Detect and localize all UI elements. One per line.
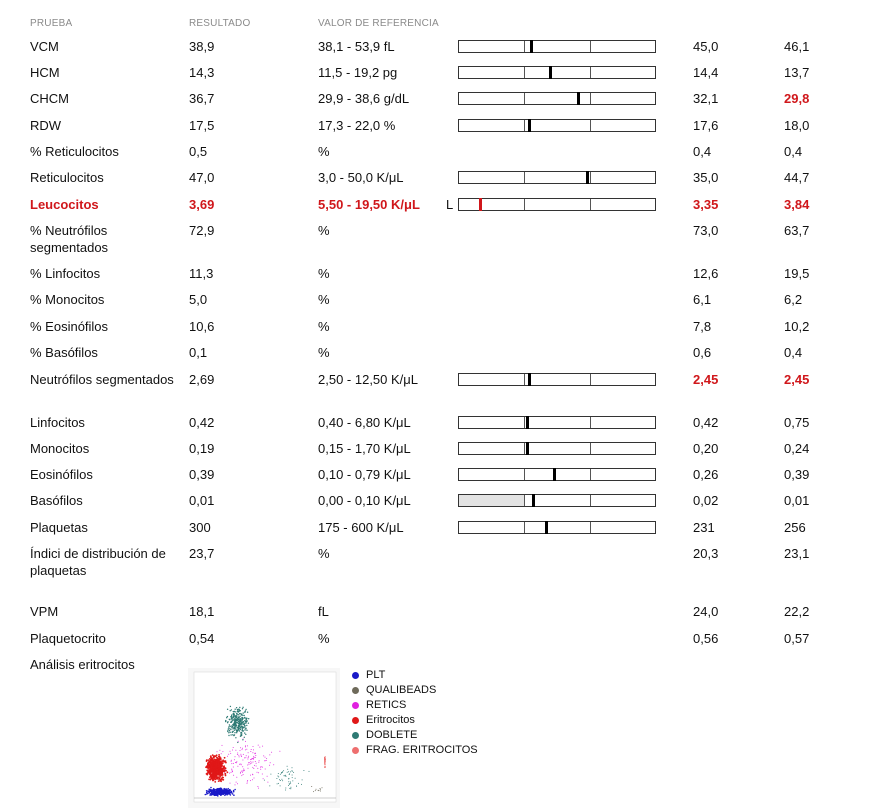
range-bar-divider xyxy=(524,93,525,104)
range-bar-divider xyxy=(524,469,525,480)
range-bar xyxy=(458,119,656,132)
range-bar-divider xyxy=(590,199,591,210)
reference-range: 0,15 - 1,70 K/μL xyxy=(318,441,411,456)
range-bar-marker xyxy=(549,66,552,79)
range-bar-divider xyxy=(590,417,591,428)
range-bar xyxy=(458,442,656,455)
result-value: 5,0 xyxy=(189,292,208,307)
test-name: VCM xyxy=(30,39,59,54)
reference-range: 11,5 - 19,2 pg xyxy=(318,65,398,80)
range-bar-divider xyxy=(524,443,525,454)
reference-range: % xyxy=(318,546,330,561)
range-bar-divider xyxy=(524,495,525,506)
legend-label: PLT xyxy=(366,669,386,681)
range-bar-divider xyxy=(524,522,525,533)
range-bar-divider xyxy=(590,443,591,454)
test-name: Leucocitos xyxy=(30,197,99,212)
reference-range: 2,50 - 12,50 K/μL xyxy=(318,372,419,387)
previous-value-1: 7,8 xyxy=(693,319,712,334)
result-value: 0,39 xyxy=(189,467,215,482)
range-bar-divider xyxy=(590,93,591,104)
previous-value-1: 45,0 xyxy=(693,39,719,54)
header-result: RESULTADO xyxy=(189,18,251,29)
range-bar-marker xyxy=(545,521,548,534)
test-name: % Monocitos xyxy=(30,292,105,307)
range-bar-marker xyxy=(577,92,580,105)
reference-range: 175 - 600 K/μL xyxy=(318,520,404,535)
range-bar-divider xyxy=(590,469,591,480)
reference-range: 5,50 - 19,50 K/μL xyxy=(318,197,420,212)
legend-dot-icon xyxy=(352,702,359,709)
result-value: 300 xyxy=(189,520,211,535)
test-name: % Linfocitos xyxy=(30,266,101,281)
range-bar xyxy=(458,373,656,386)
previous-value-2: 0,4 xyxy=(784,345,803,360)
previous-value-1: 3,35 xyxy=(693,197,719,212)
previous-value-1: 0,4 xyxy=(693,144,712,159)
result-value: 0,42 xyxy=(189,415,215,430)
range-bar-divider xyxy=(524,41,525,52)
reference-range: % xyxy=(318,292,330,307)
range-bar-divider xyxy=(590,67,591,78)
legend-label: DOBLETE xyxy=(366,729,418,741)
result-value: 0,1 xyxy=(189,345,208,360)
previous-value-2: 18,0 xyxy=(784,118,810,133)
legend-dot-icon xyxy=(352,672,359,679)
range-bar xyxy=(458,171,656,184)
reference-range: 29,9 - 38,6 g/dL xyxy=(318,91,410,106)
result-value: 3,69 xyxy=(189,197,215,212)
previous-value-1: 0,42 xyxy=(693,415,719,430)
range-bar-marker xyxy=(526,442,529,455)
result-value: 36,7 xyxy=(189,91,215,106)
legend-item xyxy=(352,698,478,713)
test-name: Eosinófilos xyxy=(30,467,93,482)
previous-value-2: 13,7 xyxy=(784,65,810,80)
test-name: % Reticulocitos xyxy=(30,144,119,159)
test-name: Plaquetas xyxy=(30,520,88,535)
reference-range: fL xyxy=(318,604,329,619)
range-bar-divider xyxy=(590,41,591,52)
result-value: 11,3 xyxy=(189,266,214,281)
result-value: 18,1 xyxy=(189,604,215,619)
range-bar-marker xyxy=(528,373,531,386)
previous-value-1: 24,0 xyxy=(693,604,719,619)
test-name: Basófilos xyxy=(30,493,83,508)
previous-value-1: 2,45 xyxy=(693,372,719,387)
range-bar-divider xyxy=(524,417,525,428)
previous-value-1: 6,1 xyxy=(693,292,712,307)
result-value: 38,9 xyxy=(189,39,215,54)
result-value: 23,7 xyxy=(189,546,215,561)
test-name: Análisis eritrocitos xyxy=(30,657,135,672)
previous-value-2: 29,8 xyxy=(784,91,810,106)
previous-value-1: 20,3 xyxy=(693,546,719,561)
reference-range: % xyxy=(318,223,330,238)
legend-label: QUALIBEADS xyxy=(366,684,437,696)
previous-value-1: 0,02 xyxy=(693,493,719,508)
test-name: HCM xyxy=(30,65,60,80)
result-value: 47,0 xyxy=(189,170,215,185)
test-name: % Basófilos xyxy=(30,345,98,360)
legend-item xyxy=(352,668,478,683)
range-bar xyxy=(458,66,656,79)
range-bar-divider xyxy=(590,522,591,533)
erythrocyte-scatter-plot xyxy=(188,668,340,808)
range-bar-marker xyxy=(532,494,535,507)
reference-range: % xyxy=(318,631,330,646)
test-name: Linfocitos xyxy=(30,415,85,430)
test-name: VPM xyxy=(30,604,59,619)
reference-range: % xyxy=(318,319,330,334)
result-value: 10,6 xyxy=(189,319,215,334)
range-bar-marker xyxy=(530,40,533,53)
previous-value-1: 73,0 xyxy=(693,223,719,238)
result-value: 14,3 xyxy=(189,65,215,80)
previous-value-1: 0,6 xyxy=(693,345,712,360)
reference-range: 3,0 - 50,0 K/μL xyxy=(318,170,404,185)
previous-value-2: 6,2 xyxy=(784,292,803,307)
previous-value-1: 12,6 xyxy=(693,266,719,281)
reference-range: % xyxy=(318,144,330,159)
legend-label: FRAG. ERITROCITOS xyxy=(366,744,478,756)
range-bar-divider xyxy=(524,374,525,385)
range-bar-divider xyxy=(524,172,525,183)
previous-value-1: 231 xyxy=(693,520,715,535)
range-bar xyxy=(458,521,656,534)
legend-item xyxy=(352,728,478,743)
legend-dot-icon xyxy=(352,717,359,724)
previous-value-2: 23,1 xyxy=(784,546,810,561)
previous-value-2: 0,01 xyxy=(784,493,810,508)
previous-value-2: 256 xyxy=(784,520,806,535)
range-bar-divider xyxy=(590,120,591,131)
range-bar-divider xyxy=(590,374,591,385)
previous-value-1: 17,6 xyxy=(693,118,719,133)
previous-value-1: 14,4 xyxy=(693,65,719,80)
low-flag: L xyxy=(446,197,454,212)
range-bar-divider xyxy=(524,67,525,78)
legend-dot-icon xyxy=(352,687,359,694)
header-reference: VALOR DE REFERENCIA xyxy=(318,18,439,29)
test-name: Reticulocitos xyxy=(30,170,104,185)
previous-value-2: 10,2 xyxy=(784,319,810,334)
legend-dot-icon xyxy=(352,747,359,754)
reference-range: 0,40 - 6,80 K/μL xyxy=(318,415,411,430)
previous-value-2: 63,7 xyxy=(784,223,810,238)
previous-value-2: 46,1 xyxy=(784,39,810,54)
test-name: Plaquetocrito xyxy=(30,631,106,646)
range-bar xyxy=(458,198,656,211)
result-value: 0,19 xyxy=(189,441,215,456)
legend-label: Eritrocitos xyxy=(366,714,415,726)
range-bar-marker xyxy=(526,416,529,429)
test-name: Neutrófilos segmentados xyxy=(30,372,174,387)
range-bar xyxy=(458,494,656,507)
previous-value-2: 0,39 xyxy=(784,467,810,482)
result-value: 72,9 xyxy=(189,223,215,238)
previous-value-1: 0,26 xyxy=(693,467,719,482)
range-bar xyxy=(458,40,656,53)
previous-value-2: 44,7 xyxy=(784,170,810,185)
test-name: % Neutrófilos segmentados xyxy=(30,223,109,255)
range-bar-divider xyxy=(590,172,591,183)
test-name: % Eosinófilos xyxy=(30,319,109,334)
range-bar-divider xyxy=(524,120,525,131)
previous-value-2: 3,84 xyxy=(784,197,810,212)
test-name: RDW xyxy=(30,118,62,133)
previous-value-2: 0,57 xyxy=(784,631,810,646)
range-bar-shade xyxy=(459,495,525,506)
result-value: 0,01 xyxy=(189,493,215,508)
range-bar xyxy=(458,416,656,429)
reference-range: 38,1 - 53,9 fL xyxy=(318,39,395,54)
previous-value-2: 19,5 xyxy=(784,266,810,281)
reference-range: 17,3 - 22,0 % xyxy=(318,118,396,133)
test-name: Monocitos xyxy=(30,441,90,456)
test-name: CHCM xyxy=(30,91,69,106)
reference-range: 0,10 - 0,79 K/μL xyxy=(318,467,411,482)
previous-value-1: 35,0 xyxy=(693,170,719,185)
previous-value-1: 32,1 xyxy=(693,91,719,106)
scatter-legend xyxy=(352,668,478,758)
previous-value-2: 0,75 xyxy=(784,415,810,430)
header-test: PRUEBA xyxy=(30,18,73,29)
reference-range: % xyxy=(318,345,330,360)
result-value: 0,54 xyxy=(189,631,215,646)
previous-value-2: 0,4 xyxy=(784,144,803,159)
reference-range: % xyxy=(318,266,330,281)
range-bar-divider xyxy=(524,199,525,210)
legend-dot-icon xyxy=(352,732,359,739)
result-value: 17,5 xyxy=(189,118,215,133)
legend-item xyxy=(352,713,478,728)
range-bar-marker xyxy=(553,468,556,481)
test-name: Índici de distribución de plaquetas xyxy=(30,546,166,578)
previous-value-2: 22,2 xyxy=(784,604,810,619)
reference-range: 0,00 - 0,10 K/μL xyxy=(318,493,411,508)
legend-label: RETICS xyxy=(366,699,407,711)
range-bar-divider xyxy=(590,495,591,506)
legend-item xyxy=(352,683,478,698)
previous-value-1: 0,20 xyxy=(693,441,719,456)
legend-item xyxy=(352,743,478,758)
range-bar-marker xyxy=(586,171,589,184)
range-bar xyxy=(458,468,656,481)
previous-value-1: 0,56 xyxy=(693,631,719,646)
result-value: 2,69 xyxy=(189,372,215,387)
result-value: 0,5 xyxy=(189,144,208,159)
previous-value-2: 2,45 xyxy=(784,372,810,387)
range-bar-marker xyxy=(479,198,482,211)
range-bar xyxy=(458,92,656,105)
previous-value-2: 0,24 xyxy=(784,441,810,456)
range-bar-marker xyxy=(528,119,531,132)
